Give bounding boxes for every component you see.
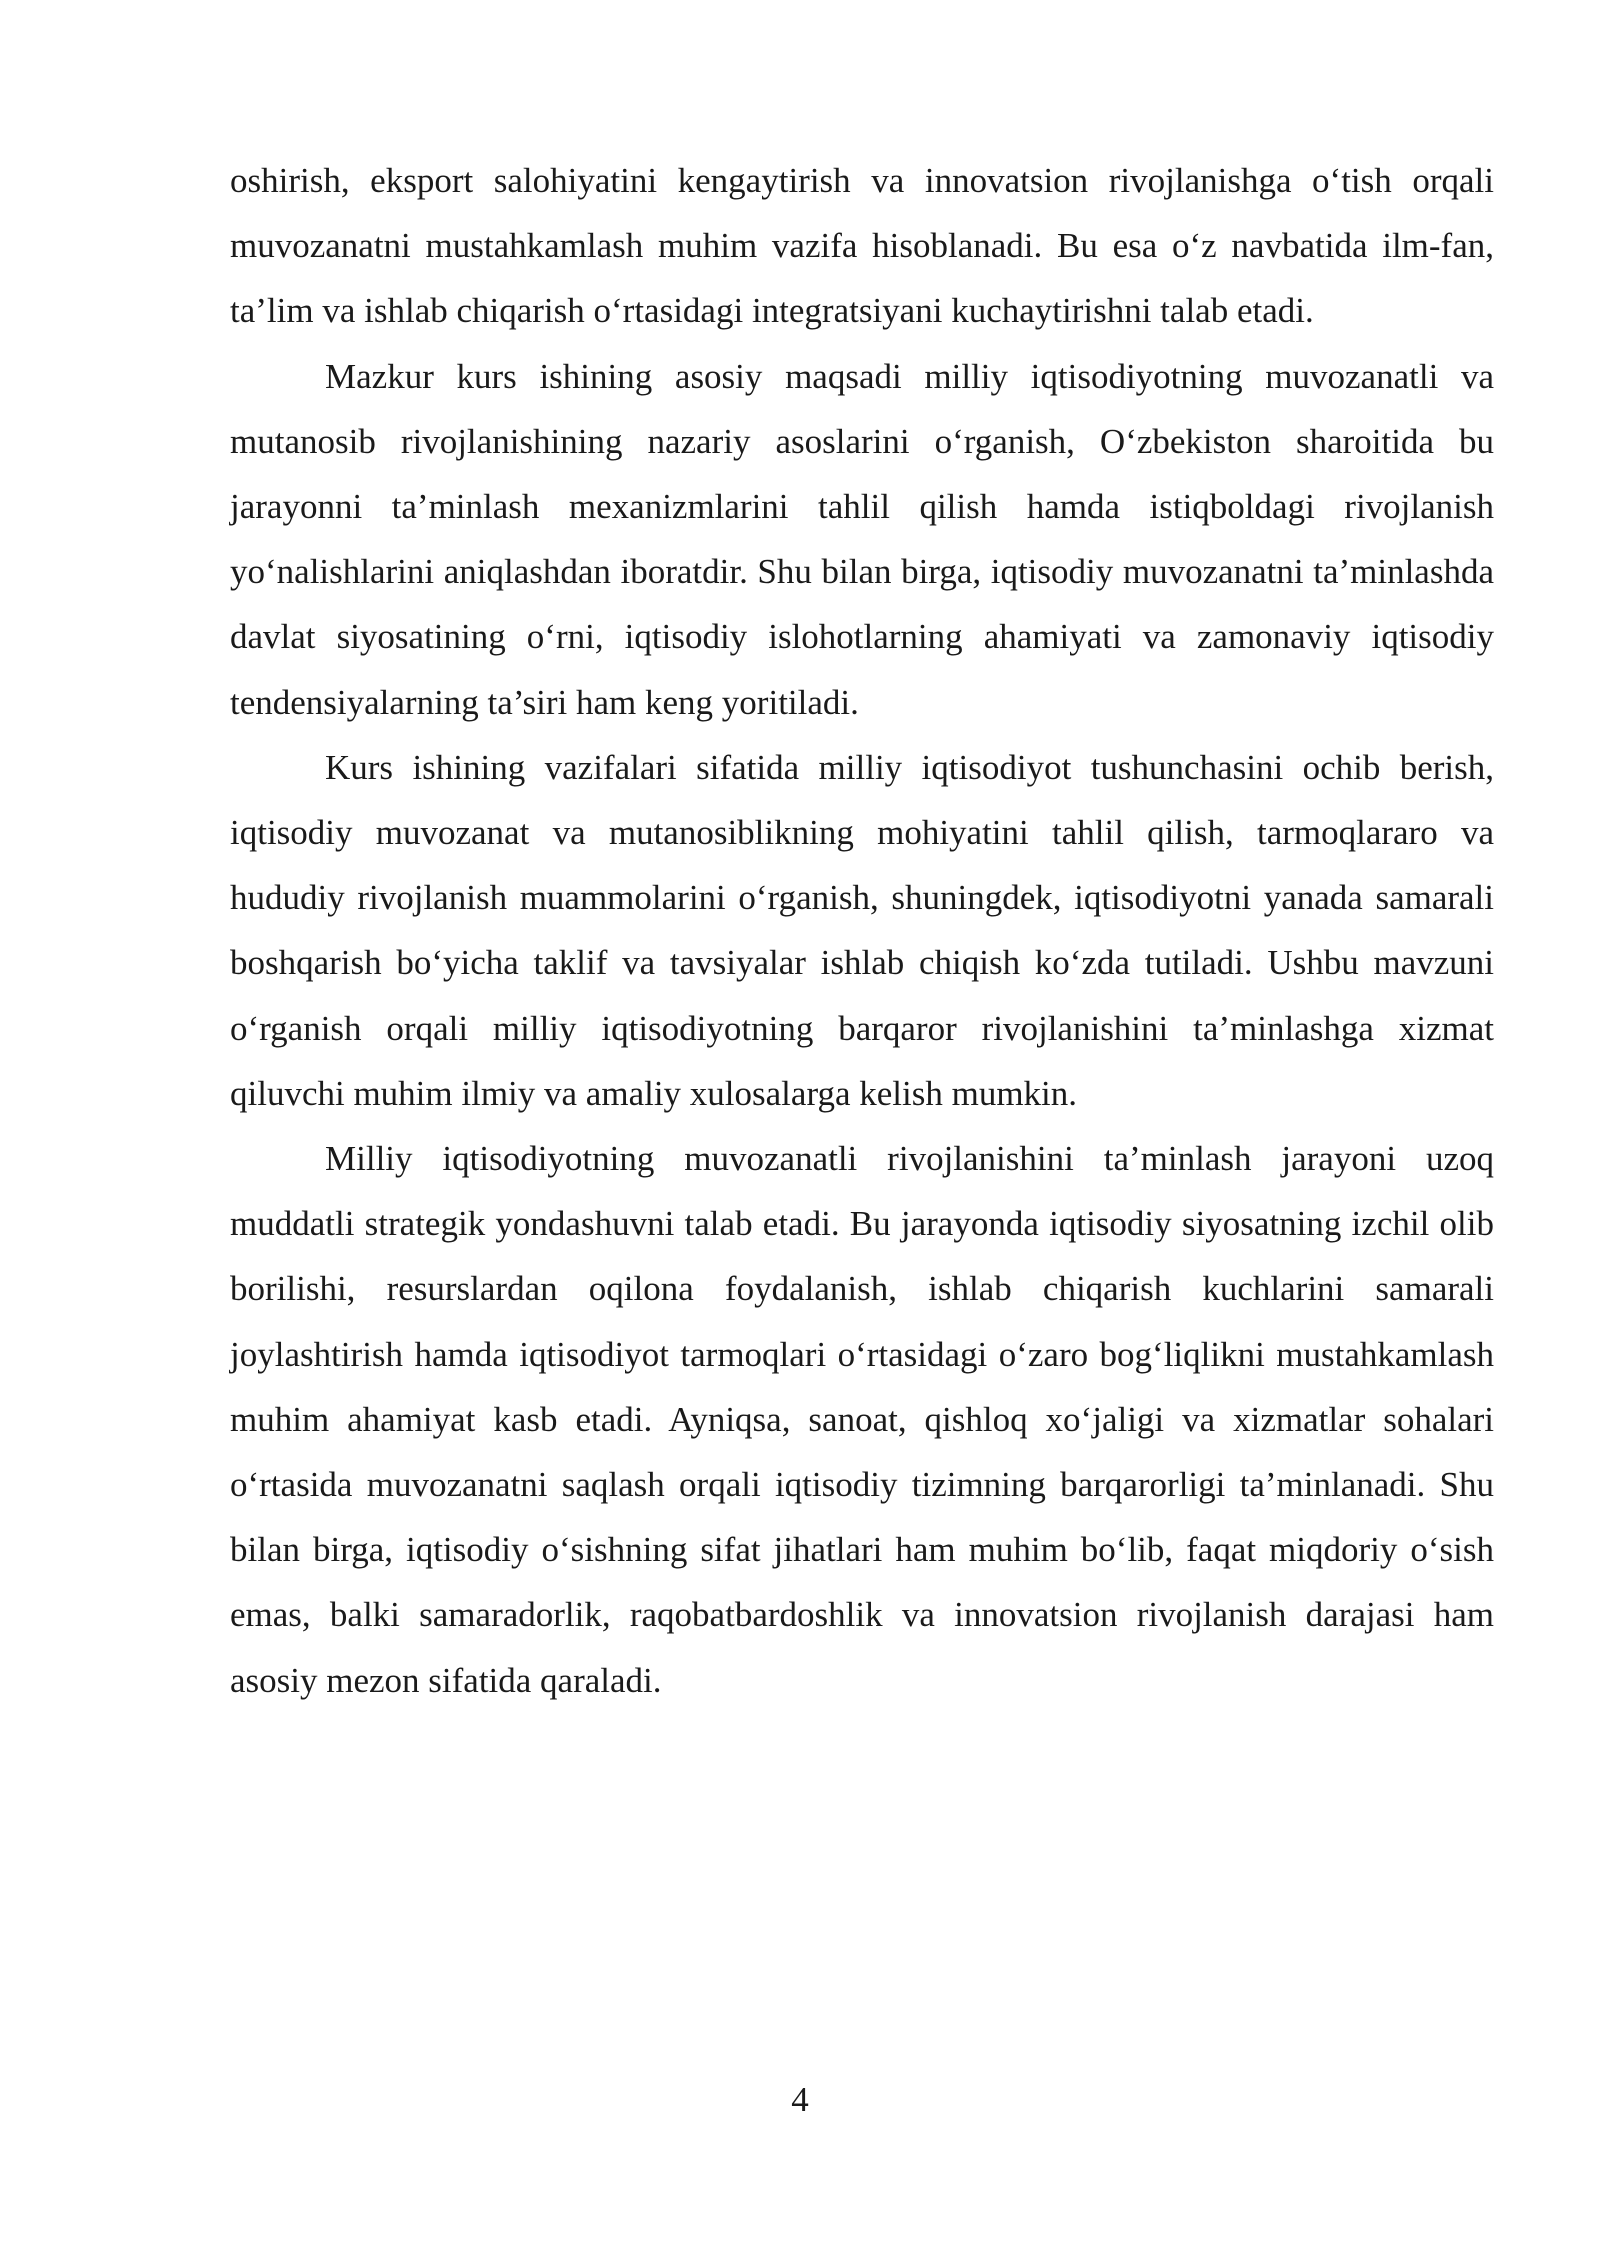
paragraph-aim: Mazkur kurs ishining asosiy maqsadi milliy iqtisodiyotning muvozanatli va mutanosib rivojlanishining nazariy asoslarini o‘rganish, O‘zbekiston sharoitida bu jarayonni ta’minlash mexanizmlarini tahlil qilish hamda istiqboldagi rivojlanish yo‘nalishlarini aniqlashdan iboratdir. Shu bilan birga, iqtisodiy muvozanatni ta’minlashda davlat siyosatining o‘rni, iqtisodiy islohotlarning ahamiyati va zamonaviy iqtisodiy tendensiyalarning ta’siri ham keng yoritiladi. [230,356,1494,722]
paragraph-strategy: Milliy iqtisodiyotning muvozanatli rivojlanishini ta’minlash jarayoni uzoq muddatli strategik yondashuvni talab etadi. Bu jarayonda iqtisodiy siyosatning izchil olib borilishi, resurslardan oqilona foydalanish, ishlab chiqarish kuchlarini samarali joylashtirish hamda iqtisodiyot tarmoqlari o‘rtasidagi o‘zaro bog‘liqlikni mustahkamlash muhim ahamiyat kasb etadi. Ayniqsa, sanoat, qishloq xo‘jaligi va xizmatlar sohalari o‘rtasida muvozanatni saqlash orqali iqtisodiy tizimning barqarorligi ta’minlanadi. Shu bilan birga, iqtisodiy o‘sishning sifat jihatlari ham muhim bo‘lib, faqat miqdoriy o‘sish emas, balki samaradorlik, raqobatbardoshlik va innovatsion rivojlanish darajasi ham asosiy mezon sifatida qaraladi. [230,1139,1494,1700]
body-text [230,148,1494,1713]
paragraph-tasks: Kurs ishining vazifalari sifatida milliy iqtisodiyot tushunchasini ochib berish, iqtisodiy muvozanat va mutanosiblikning mohiyatini tahlil qilish, tarmoqlararo va hududiy rivojlanish muammolarini o‘rganish, shuningdek, iqtisodiyotni yanada samarali boshqarish bo‘yicha taklif va tavsiyalar ishlab chiqish ko‘zda tutiladi. Ushbu mavzuni o‘rganish orqali milliy iqtisodiyotning barqaror rivojlanishini ta’minlashga xizmat qiluvchi muhim ilmiy va amaliy xulosalarga kelish mumkin. [230,747,1494,1113]
page-number: 4 [791,2080,809,2119]
paragraph-continuation: oshirish, eksport salohiyatini kengaytirish va innovatsion rivojlanishga o‘tish orqali muvozanatni mustahkamlash muhim vazifa hisoblanadi. Bu esa o‘z navbatida ilm-fan, ta’lim va ishlab chiqarish o‘rtasidagi integratsiyani kuchaytirishni talab etadi. [230,161,1494,331]
